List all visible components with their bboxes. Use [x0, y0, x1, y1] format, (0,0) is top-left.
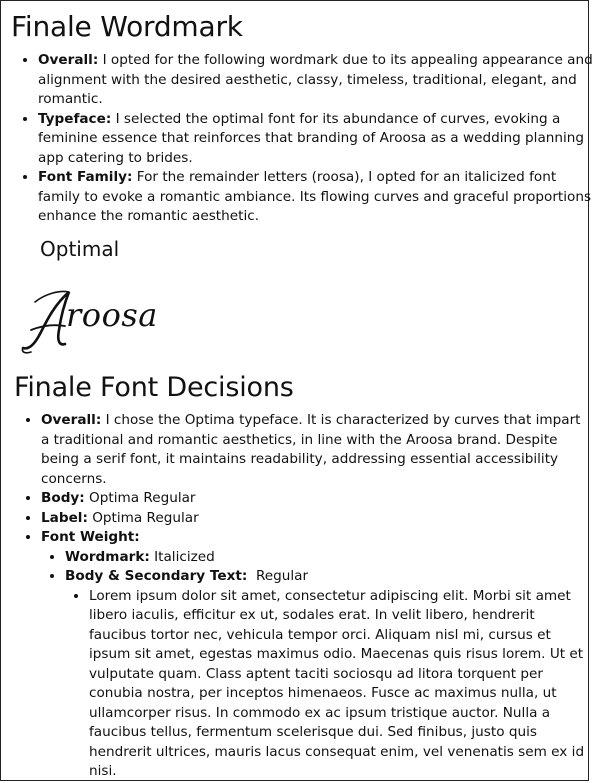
- list-item-font-family: [38, 168, 598, 227]
- list-item-font-weight: [41, 528, 586, 782]
- wordmark-rest-letters: roosa: [66, 296, 158, 334]
- wordmark-weight-text: Italicized: [149, 548, 215, 565]
- font-name-heading: Optimal: [40, 237, 120, 261]
- overall-label: Overall:: [38, 52, 99, 68]
- font-weight-sublist: [41, 548, 586, 782]
- list-item-lorem: • Lorem ipsum dolor sit amet, consectetur adipiscing elit. Morbi sit amet libero iaculis, efficitur ex ut, sodales erat. In velit libero, hendrerit faucibus tortor nec, vehicula tempor orci. Aliquam nisl mi, cursus et ipsum sit amet, egestas maximus odio. Maecenas quis risus lorem. Ut et vulputate quam. Class aptent taciti sociosqu ad litora torquent per conubia nostra, per inceptos himenaeos. Fusce ac maximus nulla, ut ullamcorper risus. In commodo ex ac ipsum tristique auctor. Nulla a faucibus tellus, fermentum scelerisque dui. Sed finibus, justo quis hendrerit ultrices, mauris lacus consequat enim, vel venenatis sem ex id nisi.: [89, 587, 586, 782]
- font-family-text: For the remainder letters (roosa), I opted for an italicized font family to evoke a romantic ambiance. Its flowing curves and graceful proportions enhance the romantic aesthetic.: [38, 169, 592, 224]
- body-text: Optima Regular: [84, 490, 196, 506]
- overall-text: I opted for the following wordmark due to its appealing appearance and alignment with the desired aesthetic, classy, timeless, traditional, elegant, and romantic.: [38, 52, 593, 107]
- list-item-overall-font: [41, 411, 586, 489]
- list-item-body-secondary-weight: [65, 567, 586, 782]
- wordmark-section-title: Finale Wordmark: [11, 10, 243, 43]
- typeface-text: I selected the optimal font for its abundance of curves, evoking a feminine essence that reinforces that branding of Aroosa as a wedding planning app catering to brides.: [38, 110, 585, 166]
- overall-font-text: I chose the Optima typeface. It is characterized by curves that impart a traditional and romantic aesthetics, in line with the Aroosa brand. Despite being a serif font, it maintains readability, addressing essential accessibility concerns.: [41, 412, 581, 487]
- list-item-typeface: [38, 110, 598, 169]
- typeface-label: Typeface:: [38, 110, 112, 127]
- sample-text-sublist: [65, 587, 586, 782]
- list-item-wordmark-weight: [65, 548, 586, 568]
- font-weight-label: Font Weight:: [41, 529, 140, 545]
- font-decisions-list: [19, 411, 586, 782]
- list-item-label: [41, 509, 586, 529]
- font-section-title: Finale Font Decisions: [14, 372, 294, 403]
- font-family-label: Font Family:: [38, 169, 133, 185]
- body-secondary-weight-text: Regular: [247, 568, 309, 584]
- list-item-overall: [38, 51, 598, 110]
- list-item-body: [41, 489, 586, 509]
- label-label: Label:: [41, 509, 88, 526]
- label-text: Optima Regular: [87, 509, 199, 526]
- wordmark-weight-label: Wordmark:: [65, 548, 150, 565]
- body-secondary-weight-label: Body & Secondary Text:: [65, 568, 248, 584]
- wordmark-list: [16, 51, 598, 227]
- overall-font-label: Overall:: [41, 412, 102, 428]
- body-label: Body:: [41, 490, 85, 506]
